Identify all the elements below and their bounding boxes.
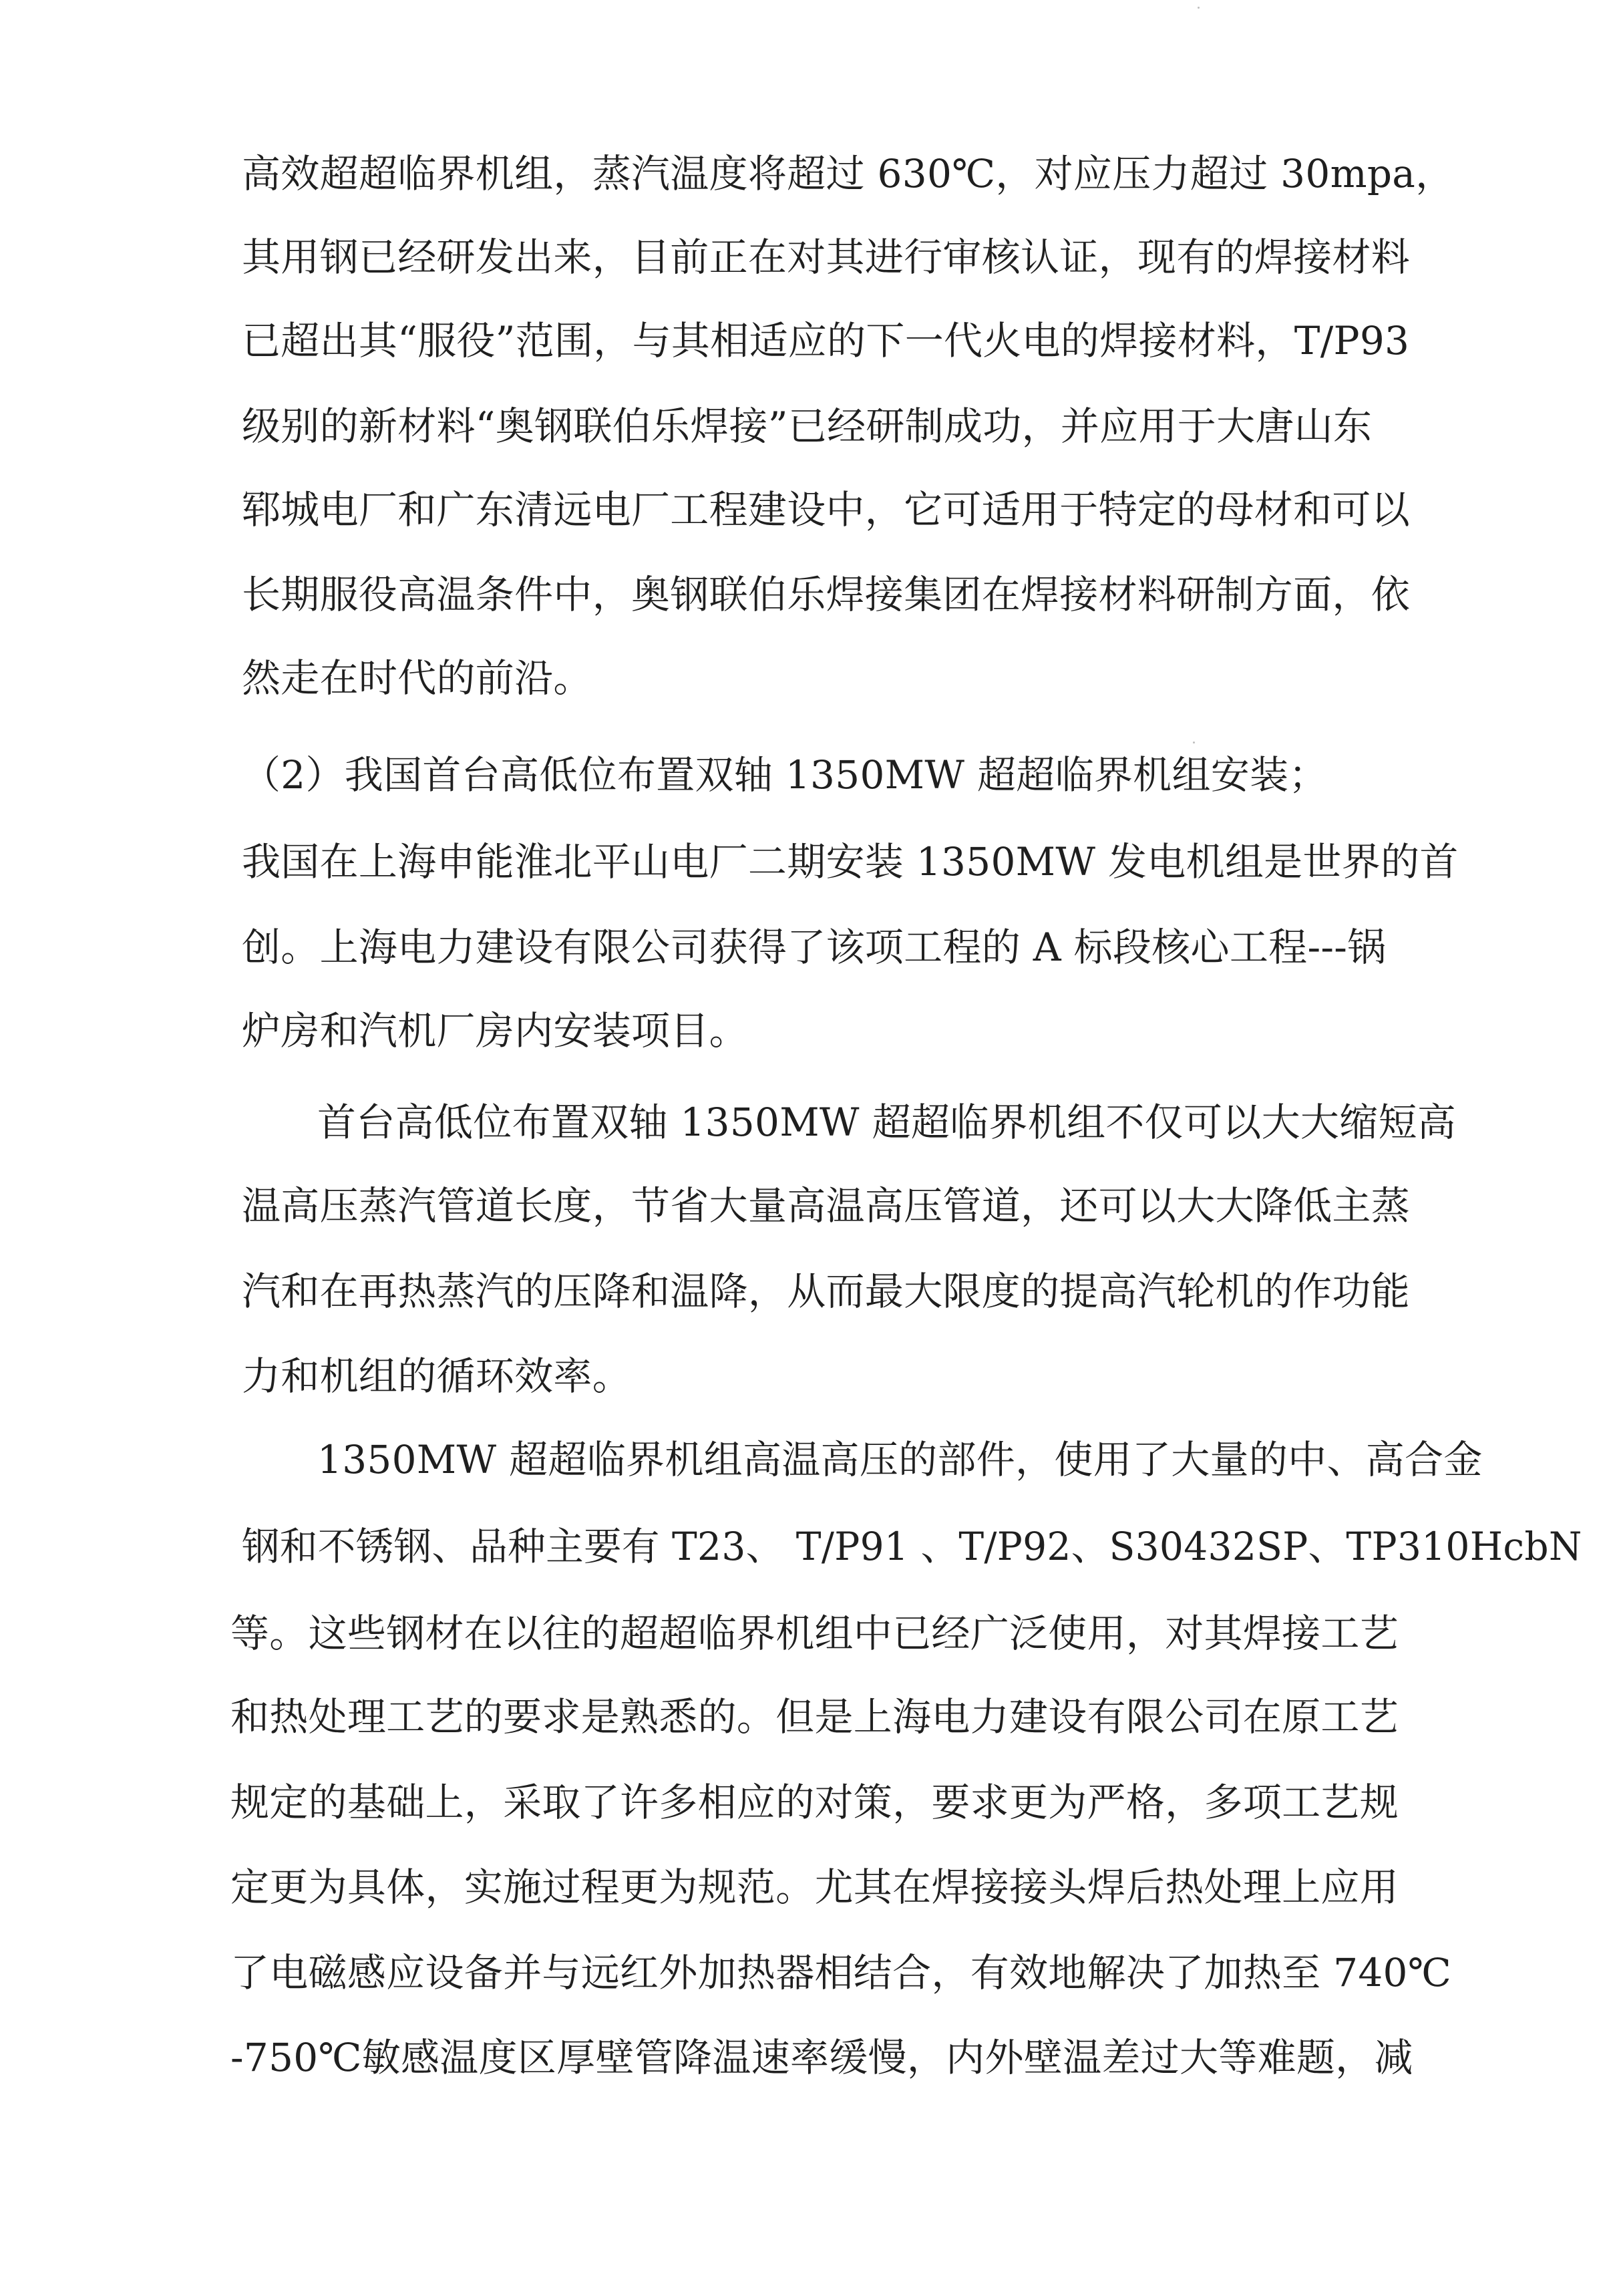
- text-line: 长期服役高温条件中，奥钢联伯乐焊接集团在焊接材料研制方面，依: [242, 572, 1411, 617]
- text-line: 规定的基础上，采取了许多相应的对策，要求更为严格，多项工艺规: [230, 1780, 1399, 1825]
- text-line: 等。这些钢材在以往的超超临界机组中已经广泛使用，对其焊接工艺: [230, 1611, 1399, 1656]
- text-line: 和热处理工艺的要求是熟悉的。但是上海电力建设有限公司在原工艺: [230, 1694, 1399, 1740]
- text-line: 其用钢已经研发出来，目前正在对其进行审核认证，现有的焊接材料: [242, 234, 1411, 280]
- text-line: 级别的新材料“奥钢联伯乐焊接”已经研制成功，并应用于大唐山东: [242, 403, 1373, 449]
- text-line: 首台高低位布置双轴 1350MW 超超临界机组不仅可以大大缩短高: [317, 1100, 1457, 1145]
- text-line: -750℃敏感温度区厚壁管降温速率缓慢，内外壁温差过大等难题，减: [230, 2035, 1413, 2080]
- text-line: 定更为具体，实施过程更为规范。尤其在焊接接头焊后热处理上应用: [230, 1864, 1399, 1910]
- text-line: 我国在上海申能淮北平山电厂二期安装 1350MW 发电机组是世界的首: [242, 839, 1459, 884]
- scan-speck: [1193, 742, 1195, 744]
- text-line: 汽和在再热蒸汽的压降和温降，从而最大限度的提高汽轮机的作功能: [242, 1269, 1411, 1314]
- text-line: 温高压蒸汽管道长度，节省大量高温高压管道，还可以大大降低主蒸: [242, 1183, 1411, 1228]
- text-line: 已超出其“服役”范围，与其相适应的下一代火电的焊接材料，T/P93: [242, 318, 1410, 363]
- text-line: 炉房和汽机厂房内安装项目。: [242, 1008, 748, 1053]
- text-line: 1350MW 超超临界机组高温高压的部件，使用了大量的中、高合金: [317, 1437, 1483, 1482]
- text-line: 力和机组的循环效率。: [242, 1353, 632, 1399]
- text-line: 高效超超临界机组，蒸汽温度将超过 630℃，对应压力超过 30mpa，: [242, 151, 1455, 196]
- text-line: 郓城电厂和广东清远电厂工程建设中，它可适用于特定的母材和可以: [242, 487, 1411, 532]
- text-line: 然走在时代的前沿。: [242, 655, 592, 701]
- section-heading: （2）我国首台高低位布置双轴 1350MW 超超临界机组安装；: [242, 752, 1328, 798]
- text-line: 了电磁感应设备并与远红外加热器相结合，有效地解决了加热至 740℃: [230, 1950, 1451, 1995]
- text-line: 创。上海电力建设有限公司获得了该项工程的 A 标段核心工程---锅: [242, 925, 1387, 970]
- text-line: 钢和不锈钢、品种主要有 T23、 T/P91 、T/P92、S30432SP、TP310HcbN: [242, 1524, 1582, 1569]
- scan-speck: [1198, 7, 1200, 9]
